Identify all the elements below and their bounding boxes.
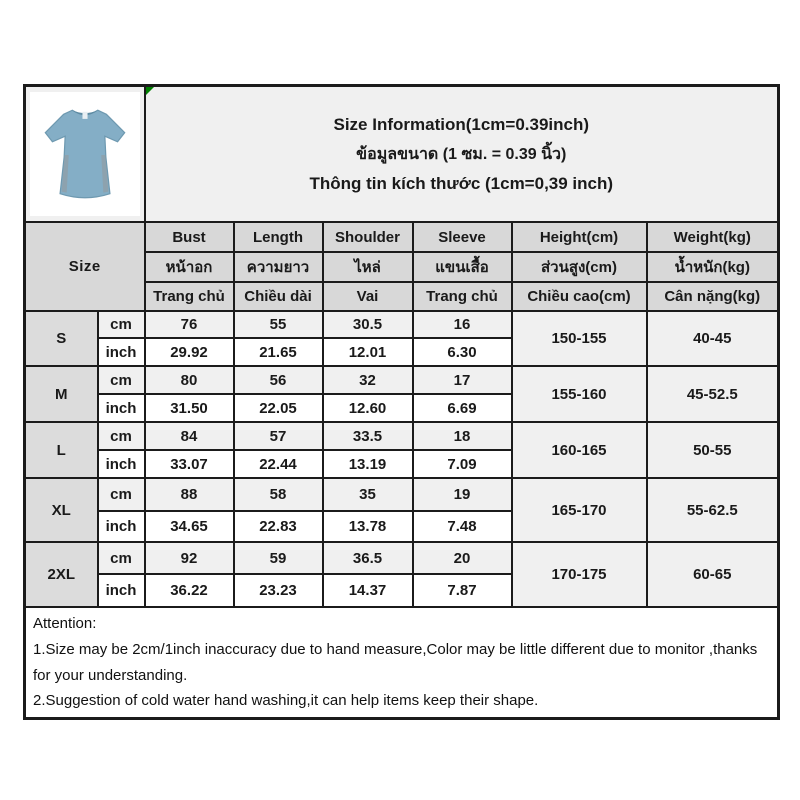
xl-sleeve-inch: 7.48 [413, 511, 512, 542]
attention-line-1: 1.Size may be 2cm/1inch inaccuracy due to hand measure,Color may be little different due to monitor ,thanks for your understanding. [33, 640, 758, 684]
size-label-l: L [25, 422, 98, 478]
cell-corner-indicator-icon [146, 87, 154, 95]
size-label-xl: XL [25, 478, 98, 542]
attention-note [25, 607, 779, 719]
col-header-weight-th: น้ำหนัก(kg) [647, 252, 779, 282]
2xl-bust-cm: 92 [145, 542, 234, 574]
2xl-sleeve-inch: 7.87 [413, 574, 512, 607]
col-header-height-en: Height(cm) [512, 222, 647, 252]
2xl-weight-range: 60-65 [647, 542, 779, 607]
m-length-inch: 22.05 [234, 394, 323, 422]
col-header-sleeve-vi: Trang chủ [413, 282, 512, 311]
s-sleeve-cm: 16 [413, 311, 512, 338]
s-shoulder-cm: 30.5 [323, 311, 413, 338]
unit-label-inch: inch [98, 511, 145, 542]
s-sleeve-inch: 6.30 [413, 338, 512, 366]
xl-length-inch: 22.83 [234, 511, 323, 542]
l-sleeve-cm: 18 [413, 422, 512, 450]
s-length-inch: 21.65 [234, 338, 323, 366]
col-header-height-vi: Chiều cao(cm) [512, 282, 647, 311]
product-image-cell [25, 86, 145, 223]
2xl-length-inch: 23.23 [234, 574, 323, 607]
col-header-bust-vi: Trang chủ [145, 282, 234, 311]
2xl-shoulder-inch: 14.37 [323, 574, 413, 607]
unit-label-inch: inch [98, 574, 145, 607]
unit-label-cm: cm [98, 478, 145, 511]
col-header-height-th: ส่วนสูง(cm) [512, 252, 647, 282]
col-header-shoulder-th: ไหล่ [323, 252, 413, 282]
size-label-2xl: 2XL [25, 542, 98, 607]
s-shoulder-inch: 12.01 [323, 338, 413, 366]
title-vietnamese: Thông tin kích thước (1cm=0,39 inch) [309, 173, 614, 193]
unit-label-inch: inch [98, 450, 145, 478]
s-height-range: 150-155 [512, 311, 647, 366]
col-header-sleeve-en: Sleeve [413, 222, 512, 252]
xl-weight-range: 55-62.5 [647, 478, 779, 542]
title-cell [145, 86, 779, 223]
2xl-sleeve-cm: 20 [413, 542, 512, 574]
m-length-cm: 56 [234, 366, 323, 394]
xl-shoulder-inch: 13.78 [323, 511, 413, 542]
product-photo [30, 92, 140, 216]
l-bust-cm: 84 [145, 422, 234, 450]
l-sleeve-inch: 7.09 [413, 450, 512, 478]
m-weight-range: 45-52.5 [647, 366, 779, 422]
unit-label-cm: cm [98, 311, 145, 338]
2xl-height-range: 170-175 [512, 542, 647, 607]
col-header-sleeve-th: แขนเสื้อ [413, 252, 512, 282]
l-length-inch: 22.44 [234, 450, 323, 478]
unit-label-cm: cm [98, 366, 145, 394]
unit-label-inch: inch [98, 338, 145, 366]
m-shoulder-inch: 12.60 [323, 394, 413, 422]
col-header-length-en: Length [234, 222, 323, 252]
2xl-bust-inch: 36.22 [145, 574, 234, 607]
xl-sleeve-cm: 19 [413, 478, 512, 511]
attention-line-2: 2.Suggestion of cold water hand washing,it can help items keep their shape. [33, 692, 539, 710]
xl-bust-inch: 34.65 [145, 511, 234, 542]
s-bust-cm: 76 [145, 311, 234, 338]
l-weight-range: 50-55 [647, 422, 779, 478]
l-height-range: 160-165 [512, 422, 647, 478]
m-height-range: 155-160 [512, 366, 647, 422]
m-bust-inch: 31.50 [145, 394, 234, 422]
m-sleeve-inch: 6.69 [413, 394, 512, 422]
xl-bust-cm: 88 [145, 478, 234, 511]
l-shoulder-inch: 13.19 [323, 450, 413, 478]
tshirt-image [34, 96, 136, 212]
title-thai: ข้อมูลขนาด (1 ซม. = 0.39 นิ้ว) [356, 145, 567, 163]
col-header-weight-vi: Cân nặng(kg) [647, 282, 779, 311]
l-shoulder-cm: 33.5 [323, 422, 413, 450]
size-column-header: Size [25, 222, 145, 311]
size-label-s: S [25, 311, 98, 366]
attention-heading: Attention: [33, 615, 97, 632]
xl-shoulder-cm: 35 [323, 478, 413, 511]
l-bust-inch: 33.07 [145, 450, 234, 478]
col-header-length-vi: Chiều dài [234, 282, 323, 311]
col-header-shoulder-en: Shoulder [323, 222, 413, 252]
m-sleeve-cm: 17 [413, 366, 512, 394]
xl-length-cm: 58 [234, 478, 323, 511]
title-english: Size Information(1cm=0.39inch) [333, 114, 590, 134]
col-header-shoulder-vi: Vai [323, 282, 413, 311]
unit-label-cm: cm [98, 542, 145, 574]
col-header-bust-th: หน้าอก [145, 252, 234, 282]
2xl-shoulder-cm: 36.5 [323, 542, 413, 574]
l-length-cm: 57 [234, 422, 323, 450]
size-chart-table [23, 84, 780, 720]
size-label-m: M [25, 366, 98, 422]
m-shoulder-cm: 32 [323, 366, 413, 394]
col-header-bust-en: Bust [145, 222, 234, 252]
xl-height-range: 165-170 [512, 478, 647, 542]
s-weight-range: 40-45 [647, 311, 779, 366]
unit-label-inch: inch [98, 394, 145, 422]
s-length-cm: 55 [234, 311, 323, 338]
m-bust-cm: 80 [145, 366, 234, 394]
unit-label-cm: cm [98, 422, 145, 450]
col-header-length-th: ความยาว [234, 252, 323, 282]
2xl-length-cm: 59 [234, 542, 323, 574]
col-header-weight-en: Weight(kg) [647, 222, 779, 252]
s-bust-inch: 29.92 [145, 338, 234, 366]
